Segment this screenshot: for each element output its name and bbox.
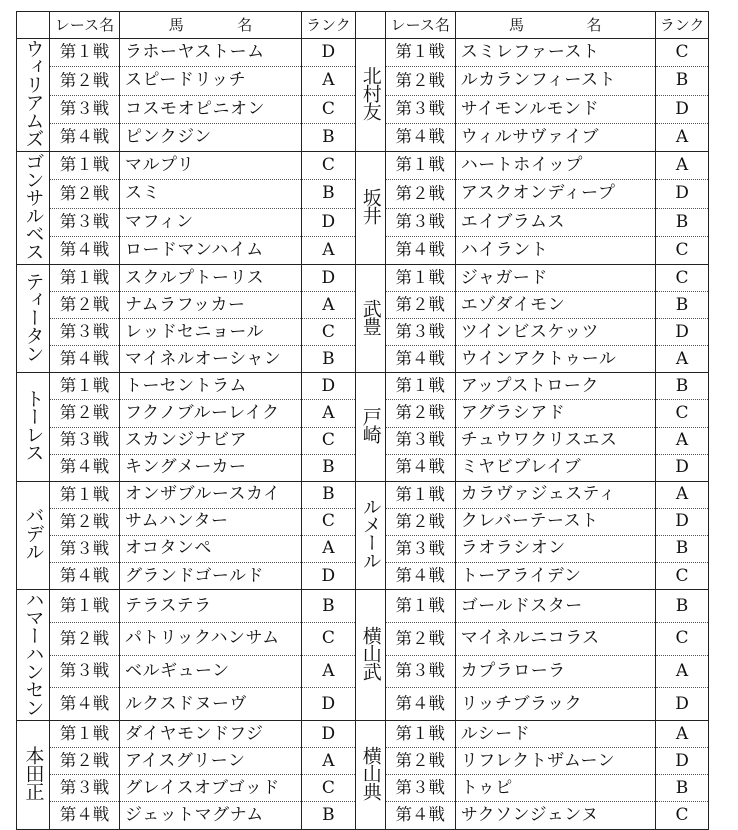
- rank-cell: C: [655, 400, 709, 427]
- table-row: [17, 373, 709, 400]
- race-cell: 第３戦: [385, 655, 455, 688]
- race-cell: 第４戦: [385, 454, 455, 481]
- horse-name-cell: ルカランフィースト: [455, 67, 655, 95]
- race-cell: 第４戦: [50, 802, 120, 829]
- horse-name-cell: パトリックハンサム: [120, 622, 302, 655]
- horse-name-cell: オンザブルースカイ: [120, 481, 302, 508]
- rank-cell: D: [655, 508, 709, 535]
- horse-name-cell: スクルプトーリス: [120, 265, 302, 292]
- rank-cell: B: [655, 292, 709, 319]
- race-cell: 第３戦: [385, 319, 455, 346]
- header-horse-right-a: 馬: [508, 15, 524, 34]
- horse-name-cell: レッドセニョール: [120, 319, 302, 346]
- race-cell: 第３戦: [50, 95, 120, 123]
- race-cell: 第３戦: [50, 535, 120, 562]
- jockey-label: ウィリアムズ: [22, 39, 45, 147]
- table-row: [17, 481, 709, 508]
- rank-cell: C: [302, 775, 356, 802]
- jockey-label: 横山典: [359, 745, 382, 800]
- horse-name-cell: ルクスドヌーヴ: [120, 688, 302, 721]
- rank-cell: A: [655, 427, 709, 454]
- horse-name-cell: ウインアクトゥール: [455, 346, 655, 373]
- race-cell: 第１戦: [385, 265, 455, 292]
- race-cell: 第２戦: [385, 748, 455, 775]
- horse-name-cell: トーセントラム: [120, 373, 302, 400]
- rank-cell: B: [302, 123, 356, 151]
- horse-name-cell: ゴールドスター: [455, 590, 655, 623]
- horse-name-cell: アグラシアド: [455, 400, 655, 427]
- header-horse-left: [120, 12, 302, 39]
- horse-name-cell: マイネルニコラス: [455, 622, 655, 655]
- horse-name-cell: ベルギューン: [120, 655, 302, 688]
- header-rank-left: ランク: [302, 12, 356, 39]
- race-cell: 第１戦: [50, 481, 120, 508]
- race-cell: 第３戦: [50, 208, 120, 236]
- rank-cell: C: [302, 152, 356, 180]
- horse-name-cell: マフィン: [120, 208, 302, 236]
- race-cell: 第３戦: [50, 427, 120, 454]
- table-row: [17, 721, 709, 748]
- rank-cell: B: [302, 454, 356, 481]
- race-cell: 第１戦: [385, 481, 455, 508]
- race-cell: 第１戦: [385, 721, 455, 748]
- race-cell: 第１戦: [385, 152, 455, 180]
- race-cell: 第１戦: [50, 721, 120, 748]
- race-cell: 第１戦: [385, 590, 455, 623]
- race-cell: 第３戦: [385, 427, 455, 454]
- horse-name-cell: ウィルサヴァイブ: [455, 123, 655, 151]
- race-cell: 第２戦: [50, 67, 120, 95]
- race-cell: 第２戦: [385, 67, 455, 95]
- race-cell: 第３戦: [50, 775, 120, 802]
- header-horse-right-b: 名: [586, 15, 602, 34]
- jockey-label: ルメール: [359, 497, 382, 570]
- rank-cell: D: [655, 180, 709, 208]
- horse-name-cell: フクノブルーレイク: [120, 400, 302, 427]
- horse-name-cell: マイネルオーシャン: [120, 346, 302, 373]
- rank-cell: A: [302, 655, 356, 688]
- rank-cell: B: [655, 590, 709, 623]
- race-cell: 第４戦: [50, 346, 120, 373]
- jockey-label: 本田正: [22, 745, 45, 800]
- race-cell: 第２戦: [50, 622, 120, 655]
- horse-name-cell: グランドゴールド: [120, 563, 302, 590]
- horse-name-cell: トーアライデン: [455, 563, 655, 590]
- header-rank-right: ランク: [655, 12, 709, 39]
- horse-name-cell: サイモンルモンド: [455, 95, 655, 123]
- jockey-name-left: [17, 265, 50, 373]
- horse-name-cell: エイブラムス: [455, 208, 655, 236]
- table-row: [17, 590, 709, 623]
- race-cell: 第４戦: [50, 236, 120, 264]
- rank-cell: C: [655, 563, 709, 590]
- horse-name-cell: キングメーカー: [120, 454, 302, 481]
- horse-name-cell: ジャガード: [455, 265, 655, 292]
- jockey-label: ゴンサルベス: [22, 152, 45, 260]
- race-cell: 第３戦: [385, 208, 455, 236]
- horse-name-cell: サクソンジェンヌ: [455, 802, 655, 829]
- rank-cell: D: [302, 721, 356, 748]
- race-cell: 第１戦: [50, 152, 120, 180]
- header-horse-left-b: 名: [237, 15, 253, 34]
- horse-name-cell: クレバーテースト: [455, 508, 655, 535]
- jockey-name-left: [17, 152, 50, 265]
- header-race-right: レース名: [385, 12, 455, 39]
- jockey-label: トーレス: [22, 389, 45, 462]
- rank-cell: C: [655, 39, 709, 67]
- table-row: [17, 265, 709, 292]
- race-cell: 第２戦: [50, 508, 120, 535]
- race-cell: 第２戦: [385, 508, 455, 535]
- race-cell: 第１戦: [50, 590, 120, 623]
- horse-name-cell: コスモオピニオン: [120, 95, 302, 123]
- rank-cell: B: [302, 481, 356, 508]
- race-cell: 第２戦: [385, 180, 455, 208]
- horse-name-cell: トゥピ: [455, 775, 655, 802]
- horse-name-cell: ダイヤモンドフジ: [120, 721, 302, 748]
- horse-name-cell: エゾダイモン: [455, 292, 655, 319]
- race-cell: 第４戦: [50, 563, 120, 590]
- horse-name-cell: ハイラント: [455, 236, 655, 264]
- jockey-label: 武豊: [359, 298, 382, 335]
- horse-name-cell: スカンジナビア: [120, 427, 302, 454]
- horse-name-cell: スピードリッチ: [120, 67, 302, 95]
- race-cell: 第２戦: [385, 292, 455, 319]
- jockey-name-left: [17, 373, 50, 481]
- race-cell: 第１戦: [385, 373, 455, 400]
- rank-cell: B: [655, 535, 709, 562]
- horse-name-cell: アップストローク: [455, 373, 655, 400]
- rank-cell: D: [302, 373, 356, 400]
- jockey-name-left: [17, 39, 50, 152]
- race-cell: 第３戦: [50, 319, 120, 346]
- jockey-name-left: [17, 590, 50, 721]
- rank-cell: B: [302, 590, 356, 623]
- header-horse-right: [455, 12, 655, 39]
- race-cell: 第４戦: [385, 123, 455, 151]
- jockey-label: 北村友: [359, 66, 382, 120]
- header-jockey-right: [355, 12, 385, 39]
- race-cell: 第３戦: [50, 655, 120, 688]
- table-row: [17, 152, 709, 180]
- horse-name-cell: テラステラ: [120, 590, 302, 623]
- horse-name-cell: ナムラフッカー: [120, 292, 302, 319]
- rank-cell: C: [302, 508, 356, 535]
- rank-cell: C: [302, 95, 356, 123]
- horse-name-cell: マルプリ: [120, 152, 302, 180]
- rank-cell: A: [655, 655, 709, 688]
- race-cell: 第４戦: [385, 563, 455, 590]
- rank-cell: D: [655, 748, 709, 775]
- jockey-name-right: [355, 152, 385, 265]
- rank-cell: B: [655, 775, 709, 802]
- rank-cell: A: [655, 346, 709, 373]
- rank-cell: A: [655, 152, 709, 180]
- rank-cell: C: [655, 265, 709, 292]
- rank-cell: D: [302, 688, 356, 721]
- header-race-left: レース名: [50, 12, 120, 39]
- race-cell: 第４戦: [385, 688, 455, 721]
- race-cell: 第１戦: [50, 265, 120, 292]
- horse-name-cell: アスクオンディープ: [455, 180, 655, 208]
- race-cell: 第３戦: [385, 775, 455, 802]
- header-horse-left-a: 馬: [168, 15, 184, 34]
- jockey-label: ティータン: [22, 271, 45, 362]
- rank-cell: B: [655, 67, 709, 95]
- rank-cell: B: [655, 373, 709, 400]
- jockey-label: バデル: [22, 506, 45, 561]
- horse-name-cell: ジェットマグナム: [120, 802, 302, 829]
- race-cell: 第４戦: [50, 123, 120, 151]
- race-cell: 第２戦: [50, 748, 120, 775]
- horse-name-cell: ルシード: [455, 721, 655, 748]
- race-cell: 第２戦: [50, 180, 120, 208]
- rank-cell: D: [302, 563, 356, 590]
- rank-cell: D: [655, 454, 709, 481]
- jockey-name-right: [355, 373, 385, 481]
- race-cell: 第１戦: [50, 39, 120, 67]
- jockey-label: 坂井: [359, 188, 382, 224]
- race-cell: 第４戦: [385, 802, 455, 829]
- rank-cell: D: [655, 319, 709, 346]
- rank-cell: D: [302, 208, 356, 236]
- horse-name-cell: チュウワクリスエス: [455, 427, 655, 454]
- horse-name-cell: ロードマンハイム: [120, 236, 302, 264]
- horse-name-cell: スミ: [120, 180, 302, 208]
- jockey-label: 戸崎: [359, 407, 382, 444]
- horse-name-cell: カラヴァジェスティ: [455, 481, 655, 508]
- rank-cell: B: [655, 208, 709, 236]
- rank-cell: D: [655, 95, 709, 123]
- rank-cell: C: [302, 622, 356, 655]
- jockey-label: ハマーハンセン: [22, 590, 45, 717]
- race-cell: 第４戦: [50, 454, 120, 481]
- race-cell: 第２戦: [385, 622, 455, 655]
- horse-name-cell: アイスグリーン: [120, 748, 302, 775]
- race-cell: 第３戦: [385, 535, 455, 562]
- horse-name-cell: ラオラシオン: [455, 535, 655, 562]
- horse-name-cell: ハートホイップ: [455, 152, 655, 180]
- table-body: [17, 12, 709, 830]
- header-jockey-left: [17, 12, 50, 39]
- jockey-label: 横山武: [359, 626, 382, 681]
- race-cell: 第４戦: [385, 346, 455, 373]
- rank-cell: A: [655, 721, 709, 748]
- rank-cell: A: [302, 535, 356, 562]
- horse-name-cell: グレイスオブゴッド: [120, 775, 302, 802]
- race-cell: 第１戦: [50, 373, 120, 400]
- race-cell: 第３戦: [385, 95, 455, 123]
- horse-name-cell: リッチブラック: [455, 688, 655, 721]
- rank-cell: C: [302, 427, 356, 454]
- race-cell: 第４戦: [50, 688, 120, 721]
- jockey-name-left: [17, 481, 50, 589]
- rank-cell: C: [655, 622, 709, 655]
- horse-name-cell: カプラローラ: [455, 655, 655, 688]
- table-row: [17, 39, 709, 67]
- rank-cell: A: [655, 123, 709, 151]
- header-row: [17, 12, 709, 39]
- horse-name-cell: ラホーヤストーム: [120, 39, 302, 67]
- horse-name-cell: スミレファースト: [455, 39, 655, 67]
- rank-cell: A: [655, 481, 709, 508]
- rank-cell: A: [302, 67, 356, 95]
- jockey-horse-table-wrapper: [16, 11, 709, 830]
- rank-cell: A: [302, 748, 356, 775]
- rank-cell: D: [302, 265, 356, 292]
- race-cell: 第２戦: [50, 292, 120, 319]
- jockey-name-left: [17, 721, 50, 829]
- horse-name-cell: ミヤビブレイブ: [455, 454, 655, 481]
- rank-cell: A: [302, 400, 356, 427]
- jockey-name-right: [355, 265, 385, 373]
- race-cell: 第４戦: [385, 236, 455, 264]
- rank-cell: D: [302, 39, 356, 67]
- rank-cell: C: [655, 802, 709, 829]
- race-cell: 第２戦: [385, 400, 455, 427]
- rank-cell: B: [302, 346, 356, 373]
- rank-cell: C: [655, 236, 709, 264]
- horse-name-cell: ピンクジン: [120, 123, 302, 151]
- rank-cell: A: [302, 236, 356, 264]
- jockey-name-right: [355, 39, 385, 152]
- jockey-name-right: [355, 590, 385, 721]
- rank-cell: B: [302, 180, 356, 208]
- horse-name-cell: リフレクトザムーン: [455, 748, 655, 775]
- rank-cell: A: [302, 292, 356, 319]
- jockey-horse-rank-table: [16, 11, 709, 830]
- race-cell: 第２戦: [50, 400, 120, 427]
- horse-name-cell: サムハンター: [120, 508, 302, 535]
- rank-cell: C: [302, 319, 356, 346]
- rank-cell: B: [302, 802, 356, 829]
- horse-name-cell: オコタンペ: [120, 535, 302, 562]
- horse-name-cell: ツインビスケッツ: [455, 319, 655, 346]
- jockey-name-right: [355, 481, 385, 589]
- rank-cell: D: [655, 688, 709, 721]
- race-cell: 第１戦: [385, 39, 455, 67]
- jockey-name-right: [355, 721, 385, 829]
